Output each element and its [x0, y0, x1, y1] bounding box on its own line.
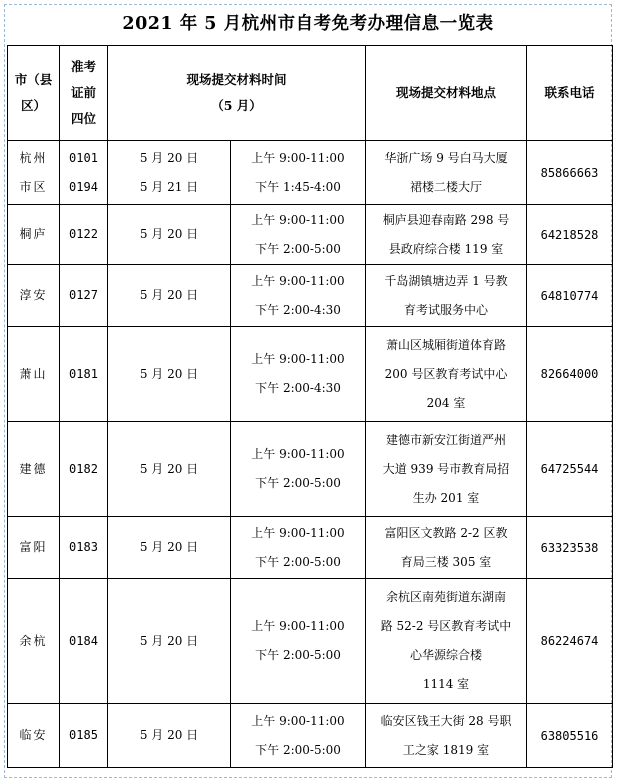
address-cell-line: 204 室: [426, 395, 466, 410]
code-cell-line: 0183: [69, 540, 98, 554]
address-cell-line: 200 号区教育考试中心: [384, 366, 508, 381]
city-cell-line: 萧山: [19, 366, 48, 381]
header-city: [8, 46, 60, 141]
code-cell-line: 0184: [69, 633, 98, 648]
date-cell: [108, 265, 231, 327]
code-cell: [60, 205, 108, 265]
city-cell: [8, 517, 60, 579]
code-cell-line: 0101: [69, 150, 98, 165]
date-cell-line: 5 月 20 日: [139, 288, 199, 302]
date-cell: [108, 704, 231, 768]
address-cell: [366, 517, 527, 579]
city-cell-line: 杭州: [19, 150, 48, 165]
city-cell-line: 建德: [19, 461, 48, 476]
date-cell: [108, 141, 231, 205]
date-cell: [108, 422, 231, 517]
time-cell: [231, 422, 366, 517]
code-cell: [60, 704, 108, 768]
phone-cell: 63323538: [527, 517, 613, 579]
city-cell: [8, 579, 60, 704]
time-cell-line: 下午 2:00-5:00: [255, 476, 341, 490]
header-row: [8, 46, 613, 141]
time-cell-line: 上午 9:00-11:00: [251, 525, 345, 540]
date-cell-line: 5 月 20 日: [139, 227, 199, 241]
time-cell-line: 下午 2:00-5:00: [255, 742, 341, 757]
info-table: [7, 45, 613, 768]
address-cell-line: 建德市新安江街道严州: [386, 432, 507, 447]
page-title: 2021 年 5 月杭州市自考免考办理信息一览表: [122, 14, 494, 34]
time-cell-line: 上午 9:00-11:00: [251, 447, 345, 461]
table-row: [8, 265, 613, 327]
date-cell-line: 5 月 20 日: [139, 150, 199, 165]
address-cell: [366, 422, 527, 517]
date-cell-line: 5 月 20 日: [139, 366, 199, 381]
date-cell-line: 5 月 20 日: [139, 461, 199, 476]
date-cell: [108, 205, 231, 265]
date-cell-line: 5 月 21 日: [139, 179, 199, 194]
address-cell-line: 生办 201 室: [412, 490, 480, 505]
address-cell: [366, 141, 527, 205]
time-cell-line: 上午 9:00-11:00: [251, 150, 345, 165]
header-city-line: 区）: [20, 98, 46, 113]
city-cell: [8, 265, 60, 327]
address-cell-line: 桐庐县迎春南路 298 号: [382, 212, 510, 227]
address-cell-line: 育考试服务中心: [404, 302, 489, 317]
header-time: [108, 46, 366, 141]
date-cell-line: 5 月 20 日: [139, 728, 199, 742]
header-code-line: 四位: [70, 111, 96, 126]
address-cell: [366, 704, 527, 768]
time-cell-line: 上午 9:00-11:00: [251, 212, 345, 227]
table-row: [8, 579, 613, 704]
code-cell-line: 0194: [69, 179, 98, 194]
date-cell-line: 5 月 20 日: [139, 540, 199, 554]
address-cell: [366, 327, 527, 422]
date-cell-line: 5 月 20 日: [139, 633, 199, 648]
header-code-line: 准考: [70, 59, 96, 74]
address-cell-line: 余杭区南苑街道东湖南: [386, 590, 507, 604]
time-cell: [231, 265, 366, 327]
phone-cell: 64725544: [527, 422, 613, 517]
time-cell: [231, 327, 366, 422]
header-phone: 联系电话: [527, 46, 613, 141]
date-cell: [108, 579, 231, 704]
address-cell-line: 路 52-2 号区教育考试中: [380, 619, 512, 633]
time-cell-line: 下午 2:00-5:00: [255, 554, 341, 569]
city-cell: [8, 141, 60, 205]
time-cell-line: 下午 2:00-5:00: [255, 648, 341, 662]
table-row: [8, 141, 613, 205]
time-cell-line: 下午 1:45-4:00: [255, 179, 341, 194]
code-cell: [60, 579, 108, 704]
phone-cell: 64810774: [527, 265, 613, 327]
city-cell: [8, 704, 60, 768]
code-cell-line: 0122: [69, 227, 98, 241]
time-cell: [231, 141, 366, 205]
code-cell-line: 0182: [69, 461, 98, 476]
time-cell-line: 下午 2:00-4:30: [255, 302, 341, 317]
phone-cell: 64218528: [527, 205, 613, 265]
phone-cell: 63805516: [527, 704, 613, 768]
code-cell-line: 0127: [69, 288, 98, 302]
time-cell-line: 上午 9:00-11:00: [251, 352, 345, 366]
date-cell: [108, 517, 231, 579]
header-code-line: 证前: [70, 85, 96, 100]
code-cell: [60, 422, 108, 517]
address-cell: [366, 265, 527, 327]
table-row: [8, 205, 613, 265]
header-place: 现场提交材料地点: [366, 46, 527, 141]
time-cell-line: 上午 9:00-11:00: [251, 619, 345, 633]
table-row: [8, 517, 613, 579]
city-cell-line: 桐庐: [19, 227, 48, 241]
code-cell: [60, 141, 108, 205]
address-cell-line: 千岛湖镇塘边弄 1 号教: [384, 273, 508, 288]
header-time-line: 现场提交材料时间: [186, 72, 287, 87]
phone-cell: 85866663: [527, 141, 613, 205]
time-cell-line: 上午 9:00-11:00: [251, 273, 345, 288]
table-row: [8, 422, 613, 517]
city-cell-line: 余杭: [19, 633, 48, 648]
address-cell-line: 富阳区文教路 2-2 区教: [384, 525, 508, 540]
time-cell-line: 下午 2:00-4:30: [255, 381, 341, 395]
time-cell: [231, 205, 366, 265]
time-cell: [231, 517, 366, 579]
city-cell-line: 临安: [19, 728, 48, 742]
address-cell: [366, 205, 527, 265]
code-cell-line: 0185: [69, 728, 98, 742]
code-cell: [60, 265, 108, 327]
address-cell-line: 工之家 1819 室: [402, 742, 490, 757]
time-cell-line: 上午 9:00-11:00: [251, 713, 345, 728]
time-cell-line: 下午 2:00-5:00: [255, 241, 341, 256]
address-cell-line: 心华源综合楼: [410, 648, 483, 662]
header-city-line: 市（县: [14, 72, 53, 87]
address-cell: [366, 579, 527, 704]
address-cell-line: 临安区钱王大街 28 号职: [380, 713, 512, 728]
city-cell-line: 富阳: [19, 540, 48, 554]
address-cell-line: 育局三楼 305 室: [400, 554, 492, 569]
city-cell-line: 淳安: [19, 288, 48, 302]
header-time-line: （5 月）: [211, 98, 262, 113]
address-cell-line: 萧山区城厢街道体育路: [386, 337, 507, 352]
address-cell-line: 裙楼二楼大厅: [410, 179, 483, 194]
address-cell-line: 县政府综合楼 119 室: [388, 241, 504, 256]
code-cell: [60, 327, 108, 422]
address-cell-line: 1114 室: [422, 677, 470, 691]
table-row: [8, 704, 613, 768]
time-cell: [231, 704, 366, 768]
phone-cell: 86224674: [527, 579, 613, 704]
date-cell: [108, 327, 231, 422]
city-cell: [8, 327, 60, 422]
table-row: [8, 327, 613, 422]
address-cell-line: 华浙广场 9 号白马大厦: [384, 150, 508, 165]
city-cell: [8, 205, 60, 265]
time-cell: [231, 579, 366, 704]
address-cell-line: 大道 939 号市教育局招: [382, 461, 510, 476]
code-cell: [60, 517, 108, 579]
city-cell-line: 市区: [19, 179, 48, 194]
header-code: [60, 46, 108, 141]
phone-cell: 82664000: [527, 327, 613, 422]
code-cell-line: 0181: [69, 366, 98, 381]
city-cell: [8, 422, 60, 517]
